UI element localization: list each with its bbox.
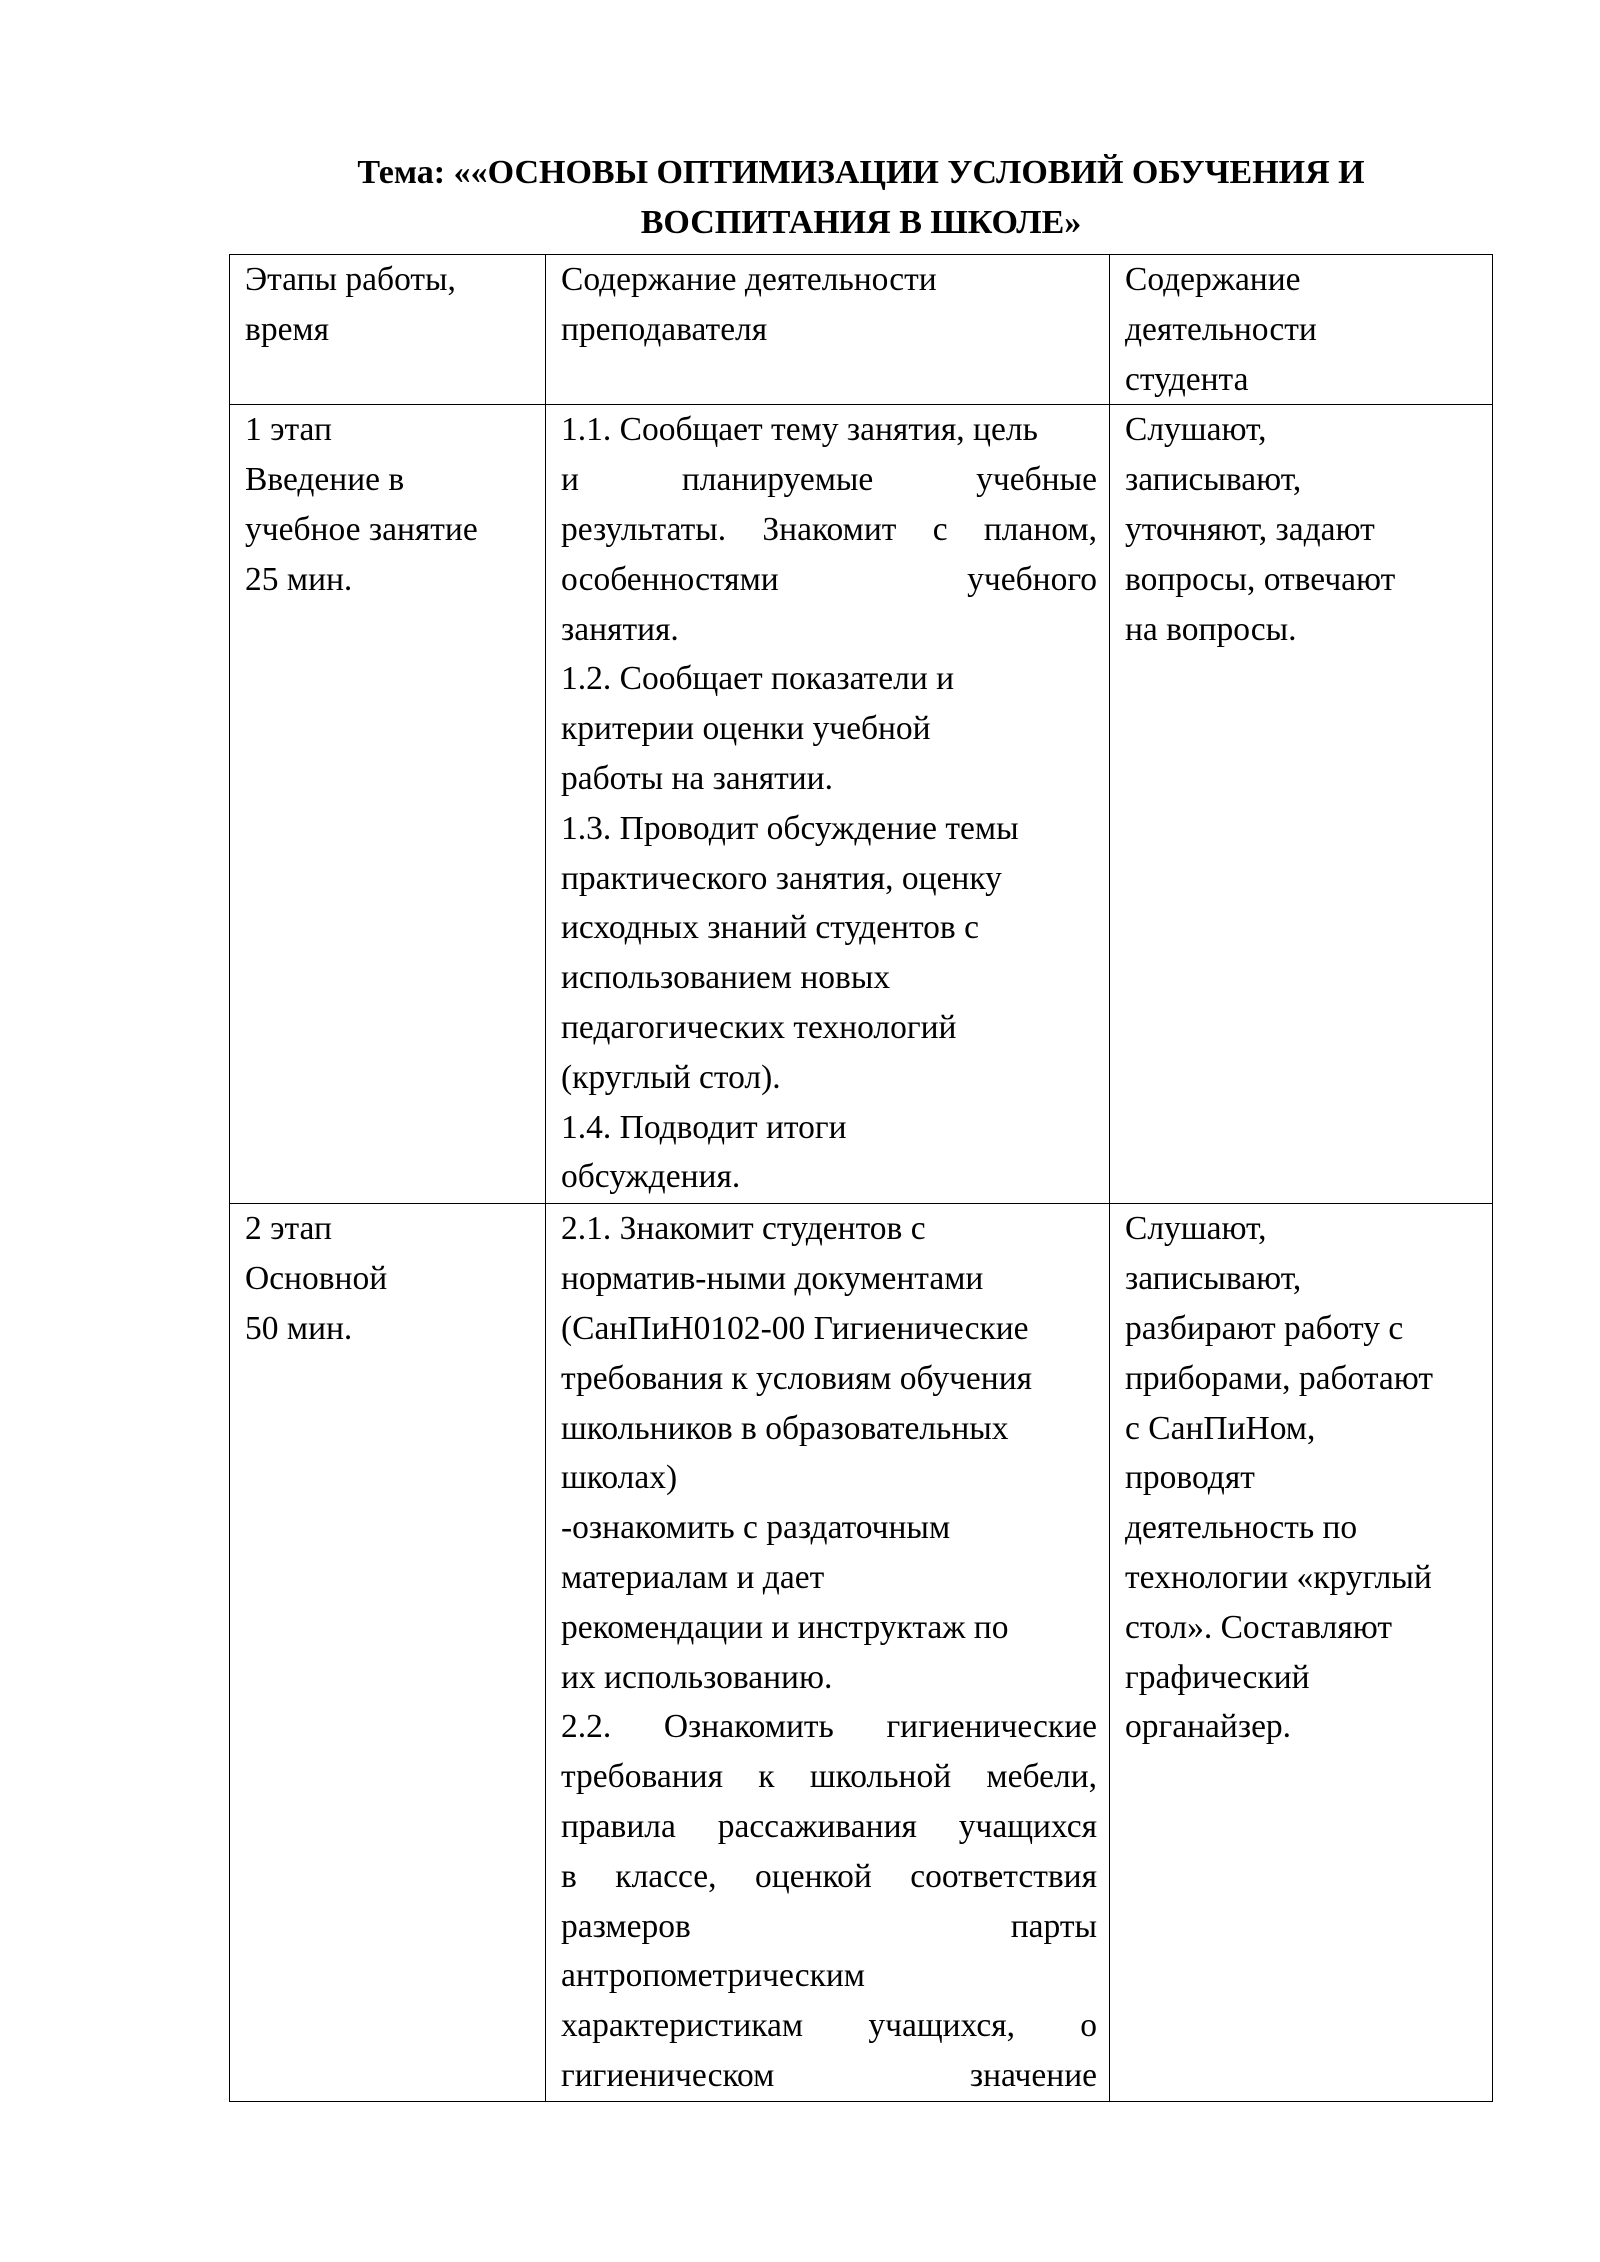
cell-line: Введение в	[245, 461, 405, 499]
cell-line: в классе, оценкой соответствия	[561, 1857, 1097, 1895]
header-line: студента	[1125, 360, 1249, 398]
cell-line: (СанПиН0102-00 Гигиенические	[561, 1309, 1029, 1347]
cell-line: 25 мин.	[245, 560, 353, 598]
document-title	[230, 148, 1492, 248]
cell-line: проводят	[1125, 1459, 1255, 1497]
lesson-plan-table	[229, 254, 1493, 2102]
cell-line: особенностями учебного	[561, 560, 1097, 598]
cell-line: рекомендации и инструктаж по	[561, 1608, 1009, 1646]
header-student-cell	[1110, 255, 1493, 405]
cell-line: записывают,	[1125, 1260, 1302, 1298]
table-row	[230, 405, 1493, 1204]
header-line: Содержание	[1125, 261, 1301, 298]
cell-line: 2 этап	[245, 1210, 332, 1248]
title-line-2: ВОСПИТАНИЯ В ШКОЛЕ»	[640, 204, 1082, 241]
cell-line: 1.1. Сообщает тему занятия, цель	[561, 411, 1038, 449]
cell-line: графический	[1125, 1658, 1310, 1696]
cell-line: разбирают работу с	[1125, 1309, 1404, 1347]
cell-line: практического занятия, оценку	[561, 859, 1002, 897]
cell-line: их использованию.	[561, 1658, 833, 1696]
cell-line: норматив-ными документами	[561, 1260, 984, 1298]
cell-line: 1.4. Подводит итоги	[561, 1108, 847, 1146]
header-stage-cell	[230, 255, 546, 405]
title-line-1: Тема: ««ОСНОВЫ ОПТИМИЗАЦИИ УСЛОВИЙ ОБУЧЕНИЯ И	[357, 154, 1365, 191]
cell-line: деятельность по	[1125, 1509, 1358, 1547]
cell-line: школьников в образовательных	[561, 1409, 1009, 1447]
cell-line: 50 мин.	[245, 1309, 353, 1347]
header-teacher-cell	[546, 255, 1110, 405]
cell-line: уточняют, задают	[1125, 510, 1375, 548]
cell-line: 1.2. Сообщает показатели и	[561, 660, 955, 698]
cell-line: работы на занятии.	[561, 759, 833, 797]
cell-line: на вопросы.	[1125, 610, 1297, 648]
cell-line: записывают,	[1125, 461, 1302, 499]
cell-line: Слушают,	[1125, 411, 1267, 449]
cell-line: -ознакомить с раздаточным	[561, 1509, 951, 1547]
cell-line: с СанПиНом,	[1125, 1409, 1316, 1447]
header-line: деятельности	[1125, 310, 1317, 348]
cell-line: приборами, работают	[1125, 1359, 1434, 1397]
student-cell	[1110, 1204, 1493, 2101]
teacher-cell	[546, 405, 1110, 1204]
cell-line: (круглый стол).	[561, 1058, 781, 1096]
header-line: время	[245, 310, 330, 348]
cell-line: стол». Составляют	[1125, 1608, 1393, 1646]
cell-line: технологии «круглый	[1125, 1558, 1432, 1596]
cell-line: 2.1. Знакомит студентов с	[561, 1210, 926, 1248]
cell-line: 1 этап	[245, 411, 332, 449]
cell-line: исходных знаний студентов с	[561, 909, 979, 947]
cell-line: обсуждения.	[561, 1158, 741, 1196]
cell-line: антропометрическим	[561, 1957, 866, 1995]
header-line: преподавателя	[561, 310, 768, 348]
teacher-cell	[546, 1204, 1110, 2101]
cell-line: учебное занятие	[245, 510, 478, 548]
cell-line: 1.3. Проводит обсуждение темы	[561, 809, 1019, 847]
stage-cell	[230, 1204, 546, 2101]
cell-line: гигиеническом значение	[561, 2056, 1097, 2094]
cell-line: использованием новых	[561, 959, 891, 997]
cell-line: занятия.	[561, 610, 679, 648]
cell-line: и планируемые учебные	[561, 461, 1097, 499]
table-row	[230, 1204, 1493, 2101]
student-cell	[1110, 405, 1493, 1204]
cell-line: Основной	[245, 1260, 388, 1298]
cell-line: Слушают,	[1125, 1210, 1267, 1248]
cell-line: материалам и дает	[561, 1558, 825, 1596]
cell-line: размеров парты	[561, 1907, 1097, 1945]
cell-line: органайзер.	[1125, 1708, 1292, 1746]
cell-line: школах)	[561, 1459, 678, 1497]
cell-line: результаты. Знакомит с планом,	[561, 510, 1097, 548]
header-line: Этапы работы,	[245, 261, 456, 298]
table-header-row	[230, 255, 1493, 405]
cell-line: 2.2. Ознакомить гигиенические	[561, 1708, 1097, 1746]
cell-line: характеристикам учащихся, о	[561, 2007, 1097, 2045]
cell-line: требования к школьной мебели,	[561, 1758, 1097, 1796]
cell-line: правила рассаживания учащихся	[561, 1807, 1097, 1845]
cell-line: педагогических технологий	[561, 1008, 957, 1046]
header-line: Содержание деятельности	[561, 261, 937, 298]
cell-line: требования к условиям обучения	[561, 1359, 1033, 1397]
cell-line: критерии оценки учебной	[561, 710, 931, 748]
stage-cell	[230, 405, 546, 1204]
cell-line: вопросы, отвечают	[1125, 560, 1396, 598]
